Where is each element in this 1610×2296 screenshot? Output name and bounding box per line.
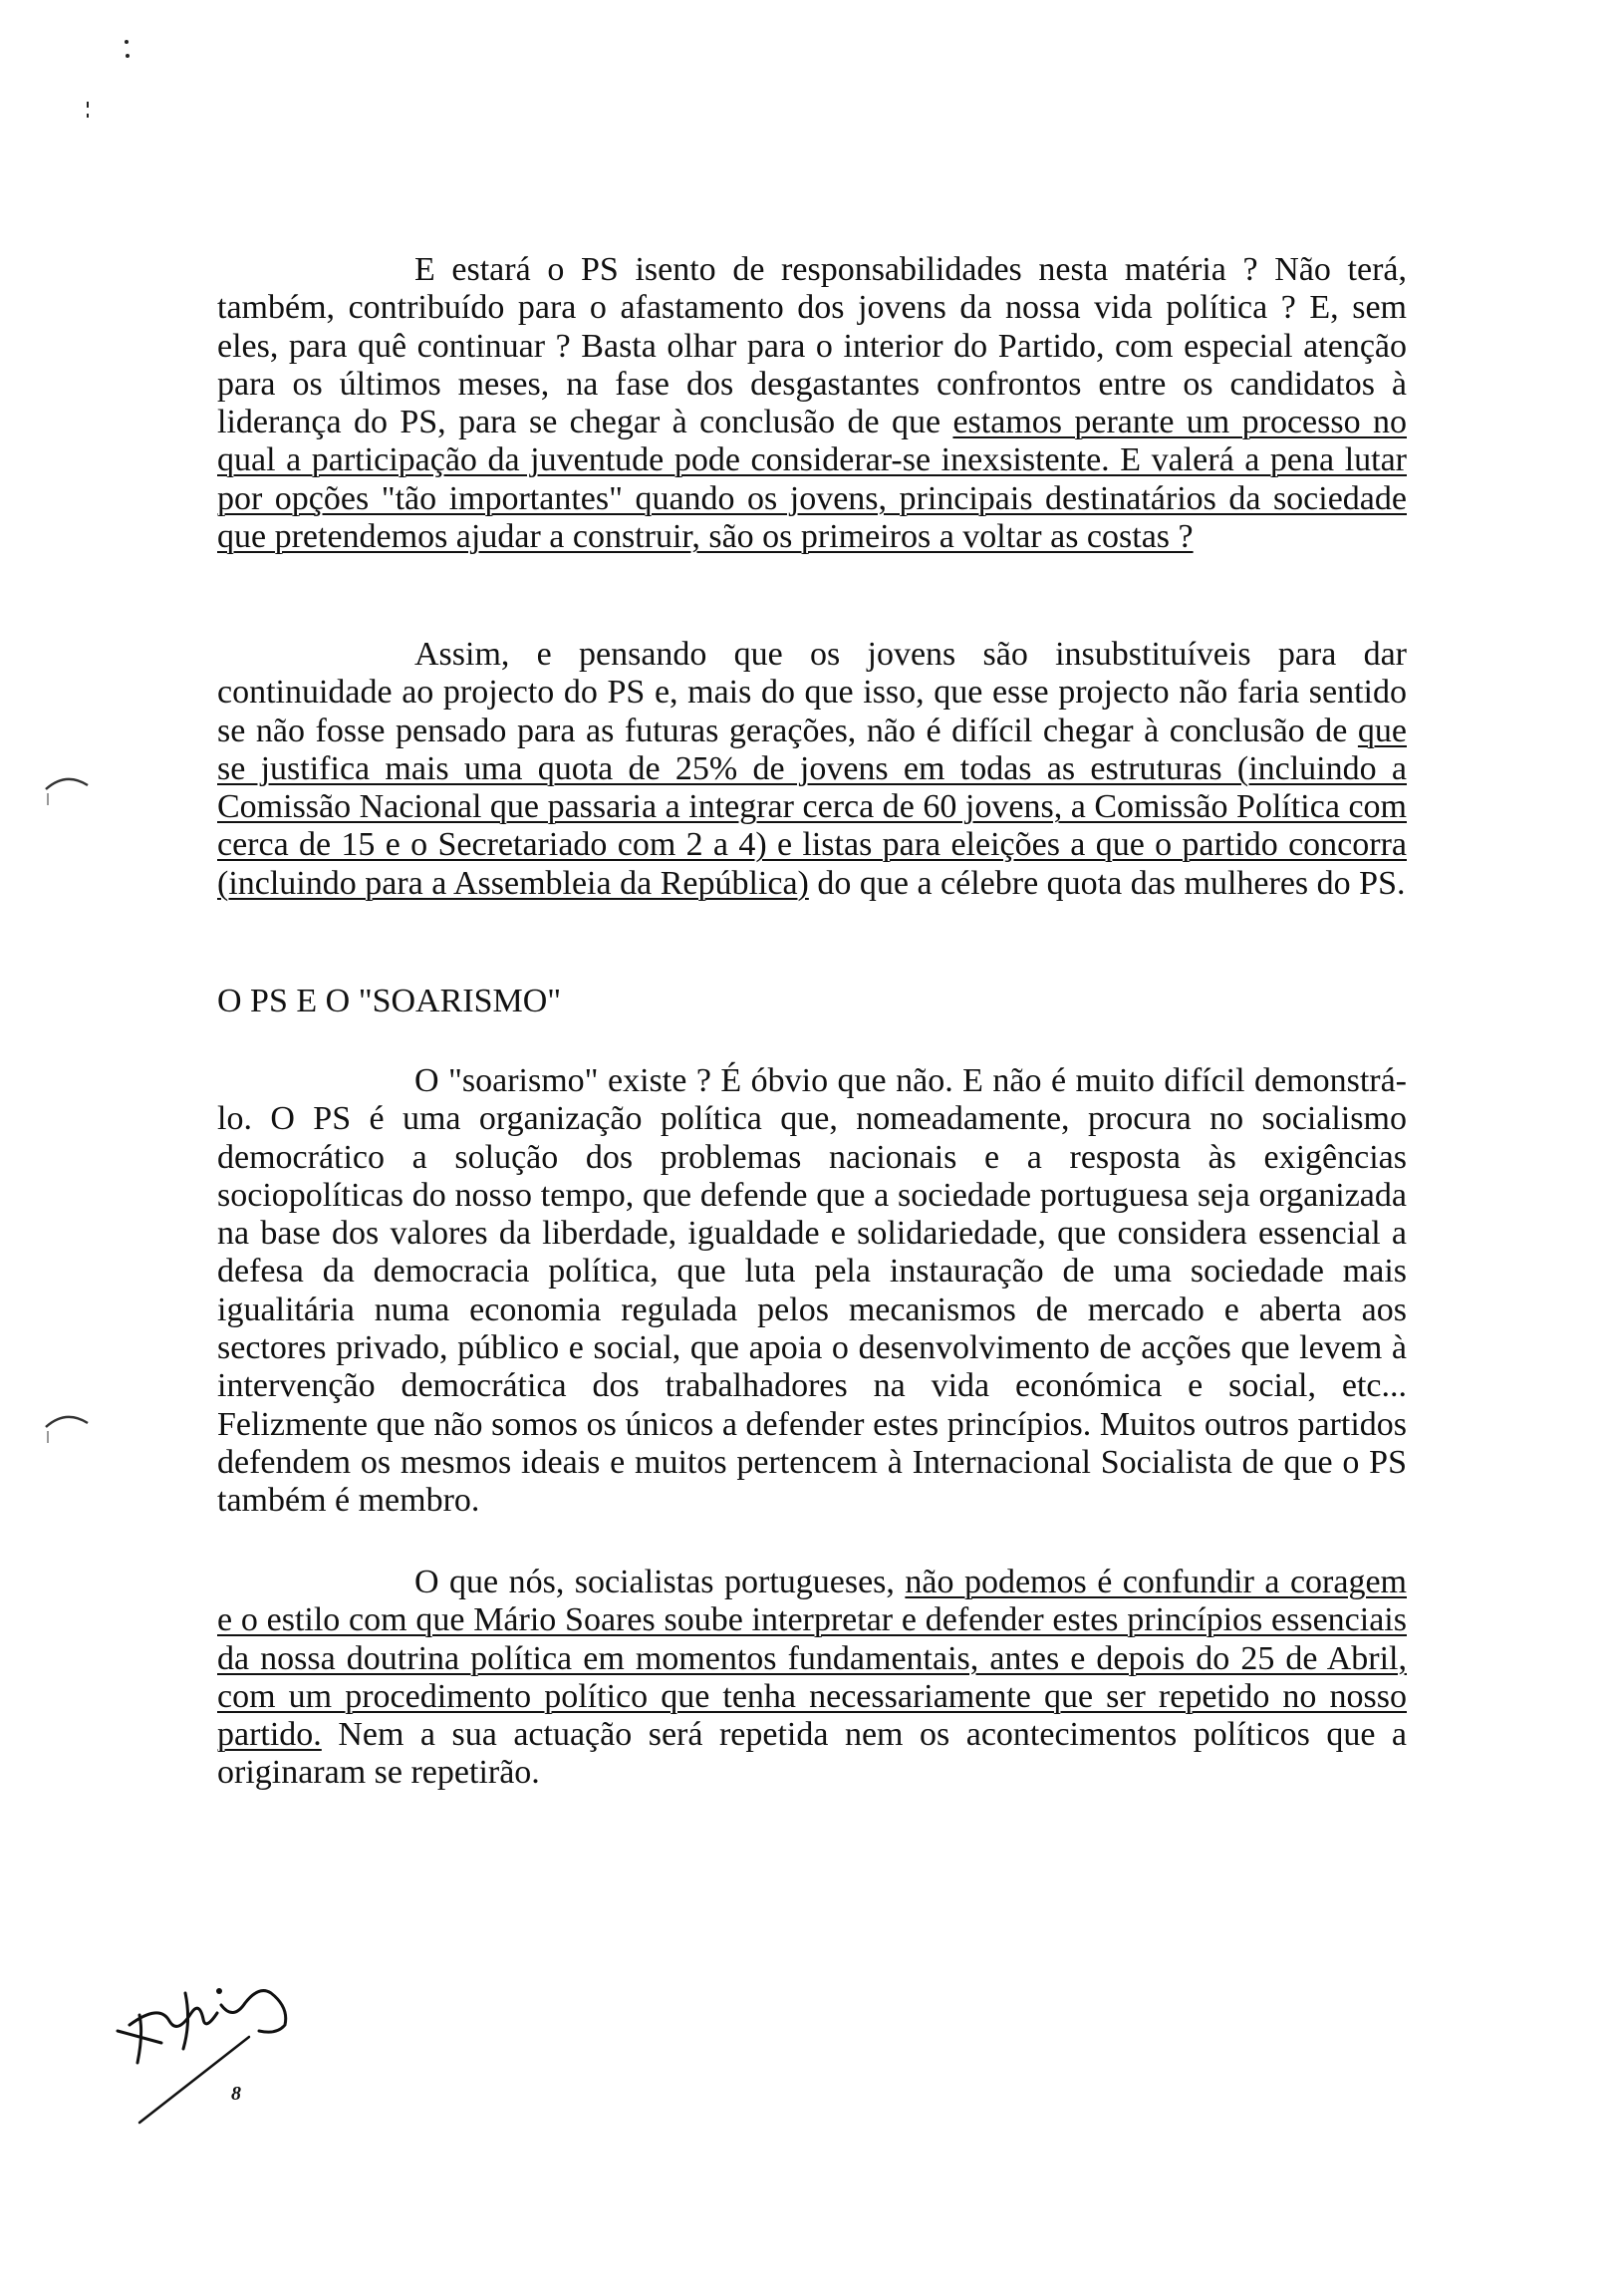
paragraph-1-text: E estará o PS isento de responsabilidades nesta matéria ? Não terá, também, contribuído para o afastamento dos jovens da nossa vida política ? E, sem eles, para quê continuar ? Basta olhar para o interior do Partido, com especial atenção para os últimos meses, na fase dos desgastantes confrontos entre os candidatos à liderança do PS, para se chegar à conclusão de que [217, 251, 1407, 441]
handwritten-signature [100, 1973, 319, 2133]
paragraph-2-tail-text: do que a célebre quota das mulheres do PS. [808, 864, 1406, 902]
paragraph-4-text: O que nós, socialistas portugueses, [414, 1564, 906, 1600]
paragraph-4-underlined-text: não podemos é confundir a coragem e o estilo com que Mário Soares soube interpretar e defender estes princípios essenciais da nossa doutrina política em momentos fundamentais, antes e depois do 25 de Abril, com um procedimento político que tenha necessariamente que ser repetido no nosso partido. [217, 1564, 1407, 1754]
page-number: 8 [231, 2083, 241, 2105]
paragraph-1 [217, 251, 1407, 556]
binder-hole-mark [40, 767, 100, 817]
paragraph-4 [217, 1564, 1407, 1793]
paragraph-1-underlined-text: estamos perante um processo no qual a participação da juventude pode considerar-se inexsistente. E valerá a pena lutar por opções "tão importantes" quando os jovens, principais destinatários da sociedade que pretendemos ajudar a construir, são os primeiros a voltar as costas ? [217, 404, 1407, 556]
paragraph-2 [217, 636, 1407, 903]
paragraph-2-underlined-text: que se justifica mais uma quota de 25% de jovens em todas as estruturas (incluindo a Comissão Nacional que passaria a integrar cerca de 60 jovens, a Comissão Política com cerca de 15 e o Secretariado com 2 a 4) e listas para eleições a que o partido concorra (incluindo para a Assembleia da República) [217, 712, 1407, 902]
paragraph-3: O "soarismo" existe ? É óbvio que não. E não é muito difícil demonstrá-lo. O PS é uma organização política que, nomeadamente, procura no socialismo democrático a solução dos problemas nacionais e a resposta às exigências sociopolíticas do nosso tempo, que defende que a sociedade portuguesa seja organizada na base dos valores da liberdade, igualdade e solidariedade, que considera essencial a defesa da democracia política, que luta pela instauração de uma sociedade mais igualitária numa economia regulada pelos mecanismos de mercado e aberta aos sectores privado, público e social, que apoia o desenvolvimento de acções que levem à intervenção democrática dos trabalhadores na vida económica e social, etc... Felizmente que não somos os únicos a defender estes princípios. Muitos outros partidos defendem os mesmos ideais e muitos pertencem à Internacional Socialista de que o PS também é membro. [217, 1062, 1407, 1520]
scan-artifact-marks [40, 30, 149, 130]
section-heading: O PS E O "SOARISMO" [217, 983, 562, 1019]
binder-hole-mark [40, 1405, 100, 1455]
paragraph-4-tail-text: Nem a sua actuação será repetida nem os acontecimentos políticos que a originaram se repetirão. [217, 1716, 1407, 1792]
paragraph-2-text: Assim, e pensando que os jovens são insubstituíveis para dar continuidade ao projecto do PS e, mais do que isso, que esse projecto não faria sentido se não fosse pensado para as futuras gerações, não é difícil chegar à conclusão de [217, 636, 1407, 749]
